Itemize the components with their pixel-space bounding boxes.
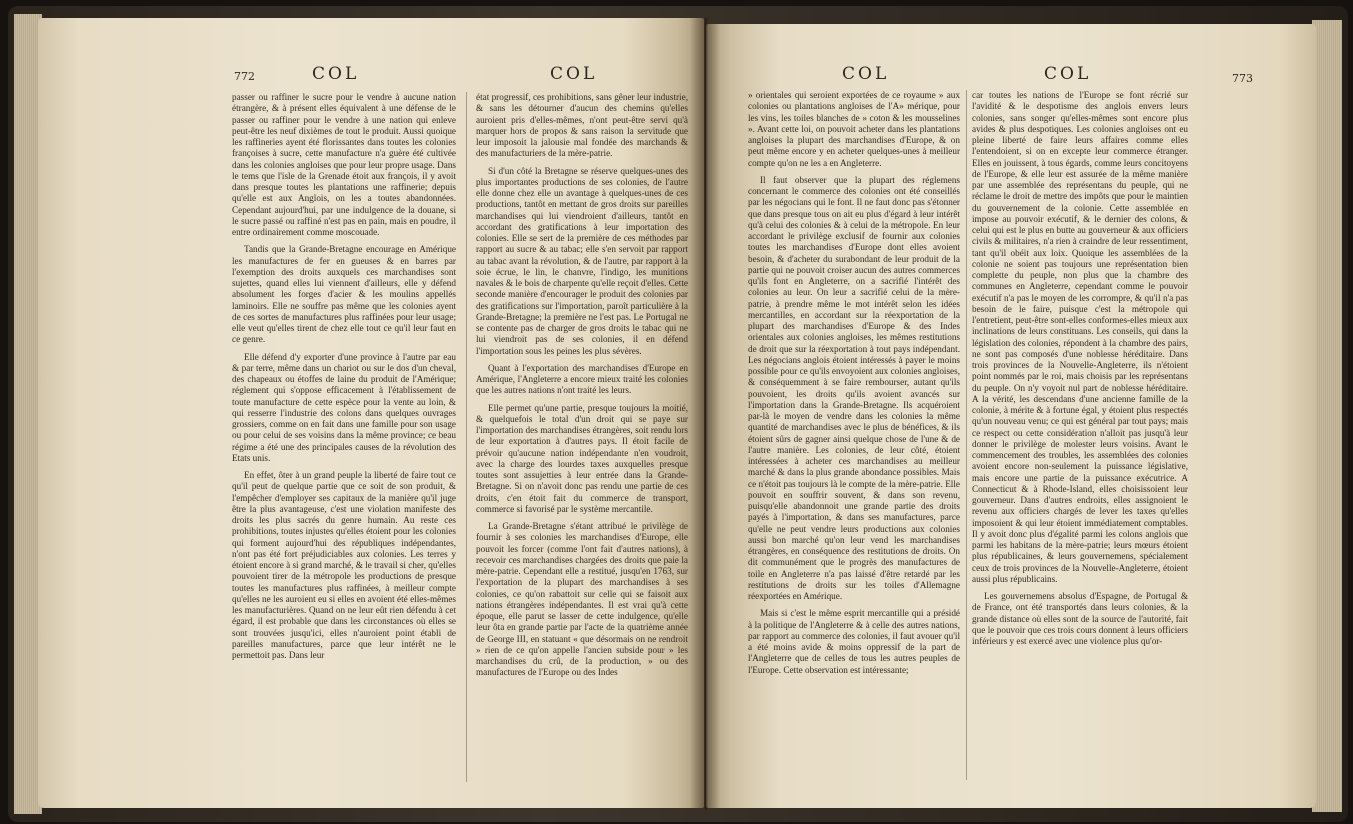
paragraph: état progressif, ces prohibitions, sans gêner leur industrie, & sans les détourner d'aucun des chemins qu'elles auroient pris d'elles-mêmes, n'ont peut-être servi qu'à marquer hors de propos & sans raison la servitude que leur imposoit la jalousie mal fondée des marchands & des manufacturiers de la mère-patrie. bbox=[476, 92, 688, 159]
text-column-left-b bbox=[476, 92, 688, 792]
paragraph: Elle permet qu'une partie, presque toujours la moitié, & quelquefois le total d'un droit qui se paye sur l'importation des marchandises étrangères, soit rendu lors de leur exportation à d'autres pays. Il étoit facile de prévoir qu'aucune nation indépendante n'en voudroit, avec la charge des lourdes taxes auxquelles presque toutes sont assujetties à leur entrée dans la Grande-Bretagne. Si on n'avoit donc pas rendu une partie de ces droits, c'en étoit fait du commerce de transport, commerce si favorisé par le système mercantile. bbox=[476, 402, 688, 514]
paragraph: » orientales qui seroient exportées de ce royaume » aux colonies ou plantations angloises de l'A» mérique, pour les vins, les toiles blanches de » coton & les mousselines ». Avant cette loi, on pouvoit acheter dans les plantations angloises la plupart des marchandises d'Europe, & on peut même encore y en acheter quelques-unes à meilleur compte qu'on ne les a en Angleterre. bbox=[748, 90, 960, 168]
page-number-right: 773 bbox=[1232, 72, 1253, 85]
page-edges-right bbox=[1312, 20, 1342, 812]
paragraph: Il faut observer que la plupart des réglemens concernant le commerce des colonies ont été conseillés par les négocians qui le font. Il ne faut donc pas s'étonner que dans presque tous on ait eu plus d'égard à leur intérêt qu'à celui des colonies & à celui de la métropole. En leur accordant le privilège exclusif de fournir aux colonies toutes les marchandises d'Europe dont elles avoient besoin, & d'acheter du surabondant de leur produit de la partie qui ne pouvoit croiser aucun des autres commerces qu'ils font en Angleterre, on a sacrifié l'intérêt des colonies au leur. On leur a sacrifié celui de la mère-patrie, à prendre même le mot intérêt selon les idées mercantilles, en accordant sur la réexportation de la plupart des marchandises d'Europe & des Indes orientales aux colonies angloises, les mêmes restitutions de droit que sur la réexportation à tout pays indépendant. Les négocians anglois étoient intéressés à payer le moins possible pour ce qu'ils envoyoient aux colonies angloises, & conséquemment à se faire rembourser, autant qu'ils pouvoient, les droits qu'ils avoient avancés sur l'importation dans la Grande-Bretagne. Ils acquéroient par-là le moyen de vendre dans les colonies la même quantité de marchandises avec le plus de bénéfices, & ils étoient sûrs de gagner ainsi quelque chose de l'une & de l'autre manière. Les colonies, de leur côté, étoient intéressées à acheter ces marchandises au meilleur marché & dans la plus grande abondance possibles. Mais ce n'étoit pas toujours là le compte de la mère-patrie. Elle pouvoit en souffrir souvent, & dans son revenu, puisqu'elle abandonnoit une grande partie des droits payés à l'importation, & dans ses manufactures, parce qu'elle ne peut vendre leurs productions aux colonies aussi bon marché qu'on leur vend les marchandises étrangères, en conséquence des restitutions de droits. On dit communément que le progrès des manufactures de toile en Angleterre n'a pas laissé d'être retardé par les restitutions de droits sur les toiles d'Allemagne réexportées en Amérique. bbox=[748, 174, 960, 601]
text-column-right-b bbox=[972, 90, 1188, 790]
paragraph: Tandis que la Grande-Bretagne encourage en Amérique les manufactures de fer en gueuses & en barres par l'exemption des droits auxquels ces marchandises sont sujettes, quand elles lui viennent d'ailleurs, elle y défend absolument les forges d'acier & les moulins appellés laminoirs. Elle ne souffre pas même que les colonies ayent de ces sortes de manufactures plus raffinées pour leur usage; elle veut qu'elles tirent de chez elle tout ce qu'il leur faut en ce genre. bbox=[232, 244, 456, 345]
book-gutter bbox=[690, 18, 720, 810]
paragraph: Si d'un côté la Bretagne se réserve quelques-unes des plus importantes productions de ses colonies, de l'autre elle donne chez elle un avantage à quelques-unes de ces productions, tantôt en mettant de gros droits sur pareilles marchandises qui lui viendroient d'ailleurs, tantôt en accordant des gratifications à leur importation des colonies. Elle se sert de la première de ces méthodes par rapport au sucre & au tabac; elle s'en servoit par rapport au tabac avant la révolution, & de l'autre, par rapport à la soie écrue, le lin, le chanvre, l'indigo, les munitions navales & le bois de charpente qu'elle reçoit d'elles. Cette seconde manière d'encourager le produit des colonies par des gratifications sur l'importation, paroît particulière à la Grande-Bretagne; la première ne l'est pas. Le Portugal ne se contente pas de charger de gros droits le tabac qui ne lui viendroit pas de ses colonies, il en défend l'importation sous les peines les plus sévères. bbox=[476, 165, 688, 356]
running-head-left-1: COL bbox=[312, 64, 360, 84]
paragraph: Elle défend d'y exporter d'une province à l'autre par eau & par terre, même dans un chariot ou sur le dos d'un cheval, des chapeaux ou étoffes de laine du produit de l'Amérique; réglement qui s'oppose efficacement à l'établissement de toute manufacture de cette espèce pour la vente au loin, & qui resserre l'industrie des colons dans quelques ouvrages grossiers, comme on en fait dans une famille pour son usage ou pour celui de ses voisins dans la même province; ce beau régime a été une des principales causes de la révolution des Etats unis. bbox=[232, 351, 456, 463]
left-page bbox=[38, 18, 704, 808]
paragraph: Mais si c'est le même esprit mercantille qui a présidé à la politique de l'Angleterre & à celle des autres nations, par rapport au commerce des colonies, il faut avouer qu'il a été moins avide & moins oppressif de la part de l'Angleterre que de celles de tous les autres peuples de l'Europe. Cette observation est intéressante; bbox=[748, 608, 960, 675]
page-number-left: 772 bbox=[234, 70, 255, 83]
paragraph: La Grande-Bretagne s'étant attribué le privilège de fournir à ses colonies les marchandises d'Europe, elle pouvoit les forcer (comme l'ont fait d'autres nations), à recevoir ces marchandises chargées des droits que paie la mère-patrie. Cependant elle a restitué, jusqu'en 1763, sur l'exportation de la plupart des marchandises à ses colonies, ce qu'on rabattoit sur celle qui se faisoit aux nations étrangères indépendantes. Il est vrai qu'à cette époque, elle parut se lasser de cette indulgence, qu'elle leur ôta en grande partie par l'acte de la quatrième année de George III, en statuant « que désormais on ne rendroit » rien de ce qu'on appelle l'ancien subside pour » les marchandises du crû, de la production, » ou des manufactures de l'Europe ou des Indes bbox=[476, 521, 688, 678]
paragraph: Quant à l'exportation des marchandises d'Europe en Amérique, l'Angleterre a encore mieux traité les colonies que les autres nations n'ont traité les leurs. bbox=[476, 362, 688, 396]
paragraph: Les gouvernemens absolus d'Espagne, de Portugal & de France, ont été transportés dans leurs colonies, & la grande distance où elles sont de la source de l'autorité, fait que le pouvoir que ces trois cours donnent à leurs officiers inférieurs y est exercé avec une violence plus qu'or- bbox=[972, 591, 1188, 646]
running-head-left-2: COL bbox=[550, 64, 598, 84]
text-column-right-a bbox=[748, 90, 960, 790]
paragraph: En effet, ôter à un grand peuple la liberté de faire tout ce qu'il peut de quelque partie que ce soit de son produit, & l'empêcher d'employer ses capitaux de la manière qu'il juge être la plus avantageuse, c'est une violation manifeste des droits les plus sacrés du genre humain. Au reste ces prohibitions, toutes injustes qu'elles étoient pour les colonies qui forment aujourd'hui des républiques indépendantes, n'ont pas été fort préjudiciables aux colonies. Les terres y étoient encore à si grand marché, & le travail si cher, qu'elles pouvoient tirer de la métropole les productions de presque toutes les manufactures plus raffinées, à meilleur compte qu'elles ne les auroient eu si elles en avoient été elles-mêmes les manufacturières. Quand on ne leur eût rien défendu à cet égard, il est probable que dans les circonstances où elles se sont trouvées jusqu'ici, elles n'auroient point établi de pareilles manufactures, parce que leur intérêt ne le permettoit pas. Dans leur bbox=[232, 470, 456, 660]
running-head-right-2: COL bbox=[1044, 64, 1092, 84]
column-rule bbox=[966, 90, 967, 780]
text-column-left-a bbox=[232, 92, 456, 792]
column-rule bbox=[466, 92, 467, 782]
running-head-right-1: COL bbox=[842, 64, 890, 84]
right-page bbox=[706, 24, 1316, 808]
paragraph: car toutes les nations de l'Europe se font récrié sur l'avidité & le despotisme des anglois envers leurs colonies, sans songer qu'elles-mêmes sont encore plus avides & plus despotiques. Les colonies angloises ont eu pleine liberté de faire leurs affaires comme elles l'entendoient, si on en excepte leur commerce étranger. Elles en jouissent, à tous égards, comme leurs concitoyens de l'Europe, & elle leur est assurée de la même manière par une assemblée des représentans du peuple, qui ne réclame le droit de mettre des impôts que pour le maintien du gouvernement de la colonie. Cette assemblée en impose au pouvoir exécutif, & le dernier des colons, & celui qui est le plus en butte au gouverneur & aux officiers civils & militaires, n'a rien à craindre de leur ressentiment, tant qu'il obéit aux loix. Quoique les assemblées de la colonie ne soient pas toujours une représentation bien complette du peuple, non plus que la chambre des communes en Angleterre, cependant comme le pouvoir exécutif n'a pas le moyen de les corrompre, & qu'il n'a pas besoin de le faire, puisque c'est la métropole qui l'entretient, peut-être sont-elles conformes-elles mieux aux inclinations de leurs constituans. Les conseils, qui dans la législation des colonies, répondent à la chambre des pairs, ne sont pas composés d'une noblesse héréditaire. Dans trois provinces de la Nouvelle-Angleterre, ils n'étoient point nommés par le roi, mais choisis par les représentans du peuple. On n'y voyoit nul part de noblesse héréditaire. A la vérité, les descendans d'une ancienne famille de la colonie, à mérite & à fortune égal, y étoient plus respectés qu'un nouveau venu; ce qui est général par tout pays; mais ce respect ou cette considération n'alloit pas jusqu'à leur donner le privilège de molester leurs voisins. Avant le commencement des troubles, les assemblées des colonies avoient encore non-seulement la puissance législative, mais encore une partie de la puissance exécutrice. A Connecticut & à Rhode-Island, elles choisissoient leur gouverneur. Dans d'autres endroits, elles assignoient le revenu aux officiers chargés de lever les taxes qu'elles imposoient & qui leur étoient immédiatement comptables. Il y avoit donc plus d'égalité parmi les colons anglois que parmi les habitans de la mère-patrie; leurs mœurs étoient plus républicaines, & leurs gouvernemens, spécialement ceux de trois provinces de la Nouvelle-Angleterre, étoient aussi plus républicains. bbox=[972, 90, 1188, 584]
paragraph: passer ou raffiner le sucre pour le vendre à aucune nation étrangère, & à présent elles équivalent à une défense de le passer ou raffiner pour le vendre à une nation qui enleve peut-être les neuf dixièmes de tout le produit. Aussi quoique les raffineries ayent été florissantes dans toutes les colonies françoises à sucre, cette manufacture n'a guère été cultivée dans les colonies angloises que pour leur propre usage. Dans le tems que l'isle de la Grenade étoit aux françois, il y avoit dans presque toutes les plantations une raffinerie; depuis qu'elle est aux Anglois, on les a toutes abandonnées. Cependant aujourd'hui, par une indulgence de la douane, si le sucre passé ou raffiné n'est pas en pain, mais en poudre, il entre ordinairement comme moscouade. bbox=[232, 92, 456, 237]
